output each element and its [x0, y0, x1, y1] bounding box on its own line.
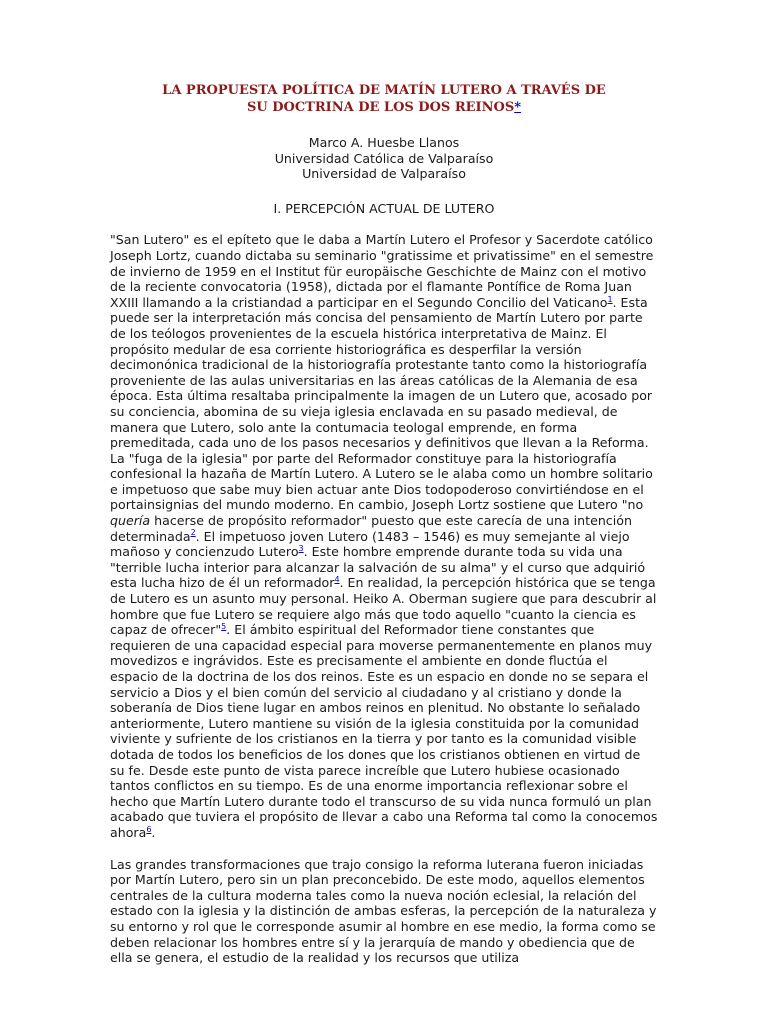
footnote-link-6[interactable]: 6 — [146, 824, 152, 834]
paragraph-text: hacerse de propósito reformador" puesto que este carecía de una intención determinada — [110, 513, 632, 544]
paragraph-text: . El impetuoso joven Lutero (1483 – 1546) es muy semejante al viejo mañoso y concienzudo Lutero — [110, 528, 630, 560]
emphasis-text: quería — [110, 513, 151, 529]
footnote-link-3[interactable]: 3 — [298, 544, 304, 554]
title-line-1: LA PROPUESTA POLÍTICA DE MATÍN LUTERO A TRAVÉS DE — [162, 83, 606, 98]
footnote-link-2[interactable]: 2 — [190, 528, 196, 538]
paragraph-text: . Este hombre emprende durante toda su vida una "terrible lucha interior para alcanzar la salvación de su alma" y el curso que adquirió esta lucha hizo de él un reformador — [110, 544, 646, 591]
footnote-link-4[interactable]: 4 — [334, 575, 340, 585]
affiliation-2: Universidad de Valparaíso — [302, 166, 466, 182]
footnote-link-1[interactable]: 1 — [607, 294, 613, 304]
document-page — [110, 82, 658, 966]
paragraph-text: "San Lutero" es el epíteto que le daba a Martín Lutero el Profesor y Sacerdote católico Joseph Lortz, cuando dictaba su seminario "gratissime et privatissime" en el semestre de invierno de 1959 en el Institut für europäische Geschichte de Mainz con el motivo de la reciente convocatoria (1958), dictada por el flamante Pontífice de Roma Juan XXIII llamando a la cristiandad a participar en el Segundo Concilio del Vaticano — [110, 232, 654, 310]
title-footnote-link[interactable]: * — [514, 100, 522, 115]
paragraph-text: . — [151, 824, 156, 840]
section-heading: I. PERCEPCIÓN ACTUAL DE LUTERO — [273, 200, 495, 216]
body-paragraph-2: Las grandes transformaciones que trajo consigo la reforma luterana fueron iniciadas por Martín Lutero, pero sin un plan preconcebido. De este modo, aquellos elementos centrales de la cultura moderna tales como la nueva noción eclesial, la relación del estado con la iglesia y la distinción de ambas esferas, la percepción de la naturaleza y su entorno y rol que le corresponde asumir al hombre en ese medio, la forma como se deben relacionar los hombres entre sí y la jerarquía de mando y obediencia que de ella se genera, el estudio de la realidad y los recursos que utiliza — [110, 856, 657, 966]
body-paragraph-1 — [110, 232, 658, 840]
document-title — [110, 82, 658, 116]
author-block — [110, 135, 658, 182]
paragraph-text: . El ámbito espiritual del Reformador tiene constantes que requieren de una capacidad especial para moverse permanentemente en planos muy movedizos e ingrávidos. Este es precisamente el ambiente en donde fluctúa el espacio de la doctrina de los dos reinos. Este es un espacio en donde no se separa el servicio a Dios y el bien común del servicio al ciudadano y al cristiano y donde la soberanía de Dios tiene lugar en ambos reinos en plenitud. No obstante lo señalado anteriormente, Lutero mantiene su visión de la iglesia constituida por la comunidad viviente y sufriente de los cristianos en la tierra y por tanto es la comunidad visible dotada de todos los beneficios de los dones que los cristianos obtienen en virtud de su fe. Desde este punto de vista parece increíble que Lutero hubiese ocasionado tantos conflictos en su tiempo. Es de una enorme importancia reflexionar sobre el hecho que Martín Lutero durante todo el transcurso de su vida nunca formuló un plan acabado que tuviera el propósito de llevar a cabo una Reforma tal como la conocemos ahora — [110, 622, 658, 840]
title-line-2: SU DOCTRINA DE LOS DOS REINOS — [246, 100, 515, 115]
paragraph-text: . Esta puede ser la interpretación más concisa del pensamiento de Martín Lutero por parte de los teólogos provenientes de la escuela histórica interpretativa de Mainz. El propósito medular de esa corriente historiográfica es desperfilar la versión decimonónica tradicional de la historiografía protestante tanto como la historiografía proveniente de las aulas universitarias en las áreas católicas de la Alemania de esa época. Esta última resaltaba principalmente la imagen de un Lutero que, acosado por su conciencia, abomina de su vieja iglesia enclavada en su pasado medieval, de manera que Lutero, solo ante la contumacia teologal emprende, en forma premeditada, cada uno de los pasos necesarios y definitivos que llevan a la Reforma. La "fuga de la iglesia" por parte del Reformador constituye para la historiografía confesional la hazaña de Martín Lutero. A Lutero se le alaba como un hombre solitario e impetuoso que sabe muy bien actuar ante Dios todopoderoso convirtiéndose en el portainsignias del mundo moderno. En cambio, Joseph Lortz sostiene que Lutero "no — [110, 294, 653, 513]
affiliation-1: Universidad Católica de Valparaíso — [274, 150, 494, 166]
paragraph-text: . En realidad, la percepción histórica que se tenga de Lutero es un asunto muy personal. Heiko A. Oberman sugiere que para descubrir al hombre que fue Lutero se requiere algo más que todo aquello "cuanto la ciencia es capaz de ofrecer" — [110, 575, 657, 638]
footnote-link-5[interactable]: 5 — [221, 622, 227, 632]
author-name: Marco A. Huesbe Llanos — [308, 135, 460, 150]
